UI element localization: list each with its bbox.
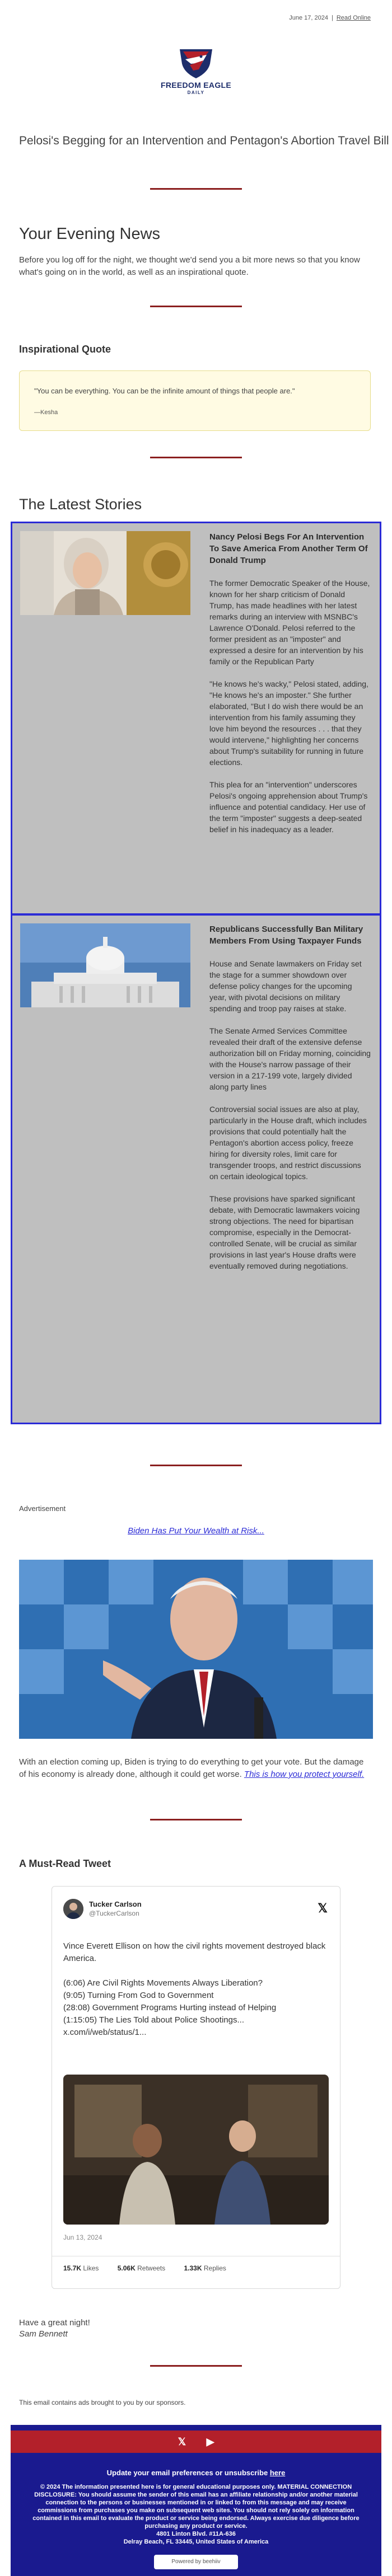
ad-label: Advertisement (19, 1504, 66, 1513)
address-line: 4801 Linton Blvd. #11A-636 (156, 2531, 236, 2537)
section-divider (150, 1819, 242, 1820)
story-headline[interactable]: Republicans Successfully Ban Military Members From Using Taxpayer Funds (209, 925, 363, 946)
story-paragraph: These provisions have sparked significant debate, with Democratic lawmakers voicing strong objections. The need for bipartisan compromise, especially in the Democrat-controlled Senate, will be crucial as similar provisions in last year's House drafts were eventually removed during negotiations. (209, 1194, 360, 1270)
brand-logo[interactable] (0, 47, 392, 95)
story-paragraph: The Senate Armed Services Committee revealed their draft of the extensive defense authorization bill on Friday morning, coinciding with the House's narrow passage of their version in a 217-199 vote, largely divided along party lines (209, 1026, 371, 1091)
signoff-line: Have a great night! (19, 2318, 90, 2328)
evening-news-intro: Before you log off for the night, we thought we'd send you a bit more news so that you know what's going on in the world, as well as an inspirational quote. (19, 255, 360, 277)
eagle-shield-icon (176, 47, 216, 79)
quote-author: —Kesha (34, 409, 58, 416)
section-divider (150, 188, 242, 190)
tweet-line: (9:05) Turning From God to Government (63, 1991, 214, 2000)
ad-image-biden[interactable] (19, 1560, 373, 1739)
story-card[interactable] (11, 914, 381, 1424)
youtube-social-icon[interactable]: ▶ (206, 2436, 214, 2447)
story-paragraph: The former Democratic Speaker of the House, known for her sharp criticism of Donald Trump, has made headlines with her latest remarks during an interview with MSNBC's Lawrence O'Donald. Pelosi referred to the former president as an "imposter" and expressed a desire for an intervention by his family or the Republican Party (209, 579, 370, 666)
footer (11, 2425, 381, 2576)
stories-title: The Latest Stories (19, 496, 142, 513)
ad-body (19, 1756, 372, 1781)
tweet-author-name[interactable]: Tucker Carlson (89, 1900, 142, 1908)
disclosure-text: © 2024 The information presented here is for general educational purposes only. MATERIAL CONNECTION DISCLOSURE: You should assume the sender of this email has an affiliate relationship and/or another material connection to the persons or businesses mentioned in or linked to from this message and may receive commissions from purchases you make on subsequent web sites. You should not rely solely on information contained in this email to evaluate the product or service being endorsed. Always exercise due diligence before purchasing any product or service. (32, 2484, 360, 2530)
tweet-date: Jun 13, 2024 (63, 2234, 102, 2241)
story-headline[interactable]: Nancy Pelosi Begs For An Intervention To Save America From Another Term Of Donald Trump (209, 532, 368, 565)
quote-section-title: Inspirational Quote (19, 344, 111, 355)
read-online-link[interactable]: Read Online (336, 15, 371, 21)
story-paragraph: House and Senate lawmakers on Friday set the stage for a summer showdown over defense policy changes for the upcoming year, with pivotal decisions on military spending and troop pay raises at stake. (209, 959, 362, 1013)
embedded-tweet[interactable] (52, 1886, 340, 2289)
tweet-video-thumbnail[interactable] (63, 2075, 329, 2225)
story-text (209, 531, 371, 846)
tweet-section-title: A Must-Read Tweet (19, 1858, 111, 1869)
issue-date: June 17, 2024 (289, 15, 328, 21)
story-image-capitol (20, 923, 190, 1007)
tweet-likes[interactable]: 15.7K Likes (63, 2264, 99, 2272)
section-divider (150, 1465, 242, 1466)
social-bar (11, 2430, 381, 2453)
tweet-body (63, 1940, 329, 2039)
email-preferences (11, 2469, 381, 2477)
tweet-replies[interactable]: 1.33K Replies (184, 2264, 226, 2272)
quote-text: "You can be everything. You can be the infinite amount of things that people are." (34, 387, 295, 395)
signoff (19, 2317, 90, 2340)
brand-name: FREEDOM EAGLE (160, 81, 232, 90)
issue-headline: Pelosi's Begging for an Intervention and Pentagon's Abortion Travel Bill (19, 134, 389, 147)
story-card[interactable] (11, 522, 381, 915)
top-bar: June 17, 2024 | Read Online (289, 15, 371, 21)
tweet-author-avatar[interactable] (63, 1899, 83, 1919)
signoff-name: Sam Bennett (19, 2329, 68, 2339)
tweet-author-handle[interactable]: @TuckerCarlson (89, 1909, 139, 1917)
ad-body-text: With an election coming up, Biden is trying to do everything to get your vote. But the damage of his economy is already done, although it could get worse. (19, 1757, 364, 1779)
story-image-pelosi (20, 531, 190, 615)
tweet-line: (6:06) Are Civil Rights Movements Always Liberation? (63, 1978, 263, 1988)
story-paragraph: Controversial social issues are also at play, particularly in the House draft, which includes provisions that could potentially halt the Pentagon's abortion access policy, freeze hiring for diversity roles, limit care for transgender troops, and restrict discussions on certain ideological topics. (209, 1105, 367, 1181)
x-logo-icon[interactable]: 𝕏 (318, 1901, 328, 1915)
quote-box (19, 370, 371, 431)
tweet-line: (28:08) Government Programs Hurting instead of Helping (63, 2003, 277, 2012)
story-paragraph: This plea for an "intervention" underscores Pelosi's ongoing apprehension about Trump's influence and potential candidacy. Her use of the term "imposter" suggests a deep-seated belief in his inadequacy as a leader. (209, 780, 368, 834)
x-social-icon[interactable]: 𝕏 (178, 2436, 186, 2447)
mailing-address (11, 2530, 381, 2546)
tweet-line: Vince Everett Ellison on how the civil rights movement destroyed black America. (63, 1941, 326, 1963)
story-text (209, 923, 371, 1283)
ad-cta-link[interactable]: This is how you protect yourself. (244, 1770, 365, 1779)
avatar-image (63, 1899, 83, 1919)
tweet-line: (1:15:05) The Lies Told about Police Shootings... (63, 2015, 244, 2025)
unsubscribe-link[interactable]: here (269, 2469, 286, 2477)
tweet-retweets[interactable]: 5.06K Retweets (117, 2264, 166, 2272)
brand-subtitle: DAILY (187, 90, 205, 95)
address-line: Delray Beach, FL 33445, United States of America (123, 2539, 269, 2545)
section-divider (150, 2365, 242, 2367)
tweet-link[interactable]: x.com/i/web/status/1... (63, 2028, 147, 2037)
section-divider (150, 457, 242, 458)
story-paragraph: "He knows he's wacky," Pelosi stated, adding, "He knows he's an imposter." She further elaborated, "But I do wish there would be an intervention from his family assuming they love him beyond the resources . . . that they would intervene," highlighting her concerns about Trump's suitability for running in future elections. (209, 679, 368, 767)
powered-by-badge[interactable]: Powered by beehiiv (154, 2555, 238, 2569)
tweet-stats (52, 2256, 340, 2272)
evening-news-title: Your Evening News (19, 225, 161, 243)
ad-headline-link[interactable]: Biden Has Put Your Wealth at Risk... (128, 1526, 264, 1536)
section-divider (150, 306, 242, 307)
prefs-text: Update your email preferences or unsubscribe (106, 2469, 268, 2477)
sponsors-note: This email contains ads brought to you by our sponsors. (19, 2399, 186, 2406)
